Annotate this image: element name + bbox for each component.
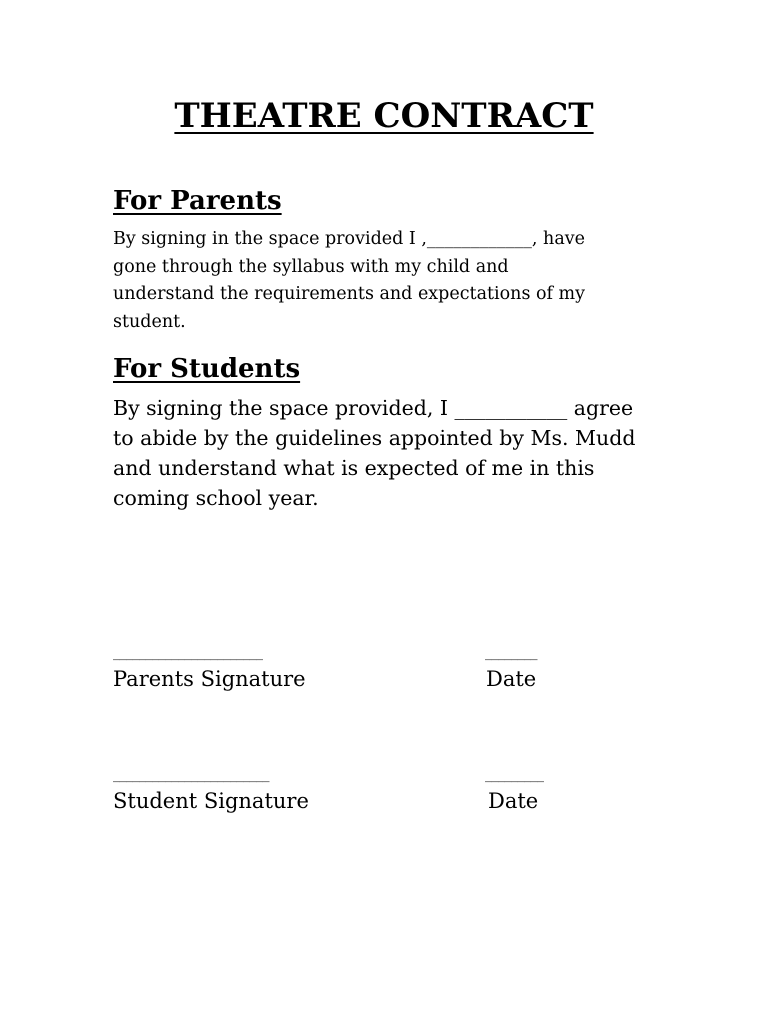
parents-paragraph-line: understand the requirements and expectations of my — [113, 284, 586, 304]
parents-section-paragraph — [113, 226, 585, 336]
students-paragraph-line: By signing the space provided, I ___________ agree — [113, 396, 634, 420]
parent-date-label: Date — [486, 667, 537, 691]
parent-signature-line: _______________________ — [113, 645, 263, 661]
parents-section-heading: For Parents — [113, 186, 282, 216]
parents-paragraph-line: student. — [113, 311, 186, 332]
students-section-paragraph — [113, 393, 635, 513]
parents-paragraph-line: gone through the syllabus with my child and — [113, 256, 509, 277]
students-paragraph-line: coming school year. — [113, 486, 319, 510]
student-date-line: _________ — [485, 767, 544, 783]
student-signature-label: Student Signature — [113, 789, 309, 813]
parent-signature-label: Parents Signature — [113, 667, 306, 691]
students-paragraph-line: and understand what is expected of me in this — [113, 456, 595, 480]
student-date-label: Date — [488, 789, 539, 813]
students-section-heading: For Students — [113, 354, 301, 384]
parents-paragraph-line: By signing in the space provided I ,____________, have — [113, 229, 586, 249]
document-title: THEATRE CONTRACT — [174, 96, 594, 136]
parent-date-line: ________ — [485, 645, 537, 661]
student-signature-line: ________________________ — [113, 767, 269, 783]
students-paragraph-line: to abide by the guidelines appointed by Ms. Mudd — [113, 426, 636, 450]
